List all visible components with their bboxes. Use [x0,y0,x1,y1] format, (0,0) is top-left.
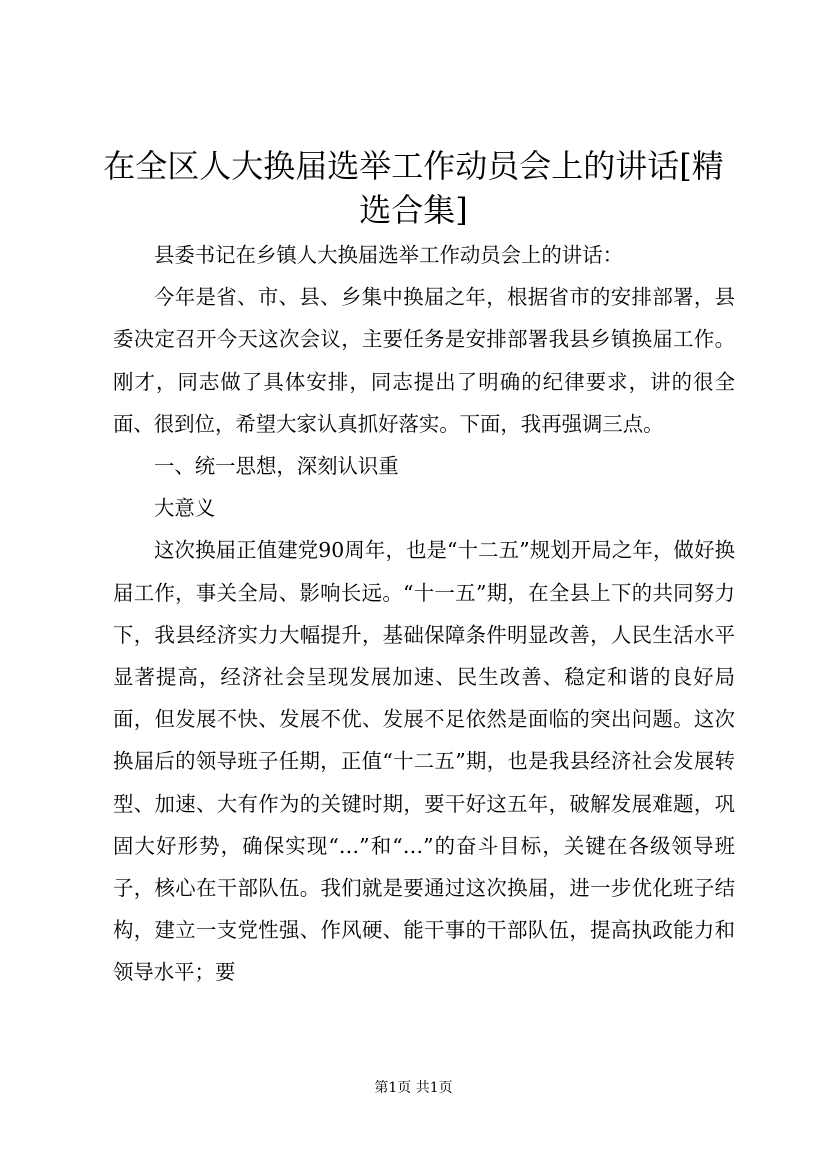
paragraph-opening: 今年是省、市、县、乡集中换届之年，根据省市的安排部署，县委决定召开今天这次会议，主要任务是安排部署我县乡镇换届工作。刚才，同志做了具体安排，同志提出了明确的纪律要求，讲的很全面、很到位，希望大家认真抓好落实。下面，我再强调三点。 [113,285,735,436]
section-heading-continued: 大意义 [154,496,216,521]
paragraph-main: 这次换届正值建党90周年，也是“十二五”规划开局之年，做好换届工作，事关全局、影响长远。“十一五”期，在全县上下的共同努力下，我县经济实力大幅提升，基础保障条件明显改善，人民生活水平显著提高，经济社会呈现发展加速、民生改善、稳定和谐的良好局面，但发展不快、发展不优、发展不足依然是面临的突出问题。这次换届后的领导班子任期，正值“十二五”期，也是我县经济社会发展转型、加速、大有作为的关键时期，要干好这五年，破解发展难题，巩固大好形势，确保实现“…”和“…”的奋斗目标，关键在各级领导班子，核心在干部队伍。我们就是要通过这次换届，进一步优化班子结构，建立一支党性强、作风硬、能干事的干部队伍，提高执政能力和领导水平；要 [113,538,735,985]
section-heading: 一、统一思想，深刻认识重 [154,454,399,479]
paragraph-intro: 县委书记在乡镇人大换届选举工作动员会上的讲话： [154,243,623,267]
document-title: 在全区人大换届选举工作动员会上的讲话[精选合集] [103,147,724,229]
document-body [113,234,735,994]
page-footer: 第1页 共1页 [374,1080,453,1096]
